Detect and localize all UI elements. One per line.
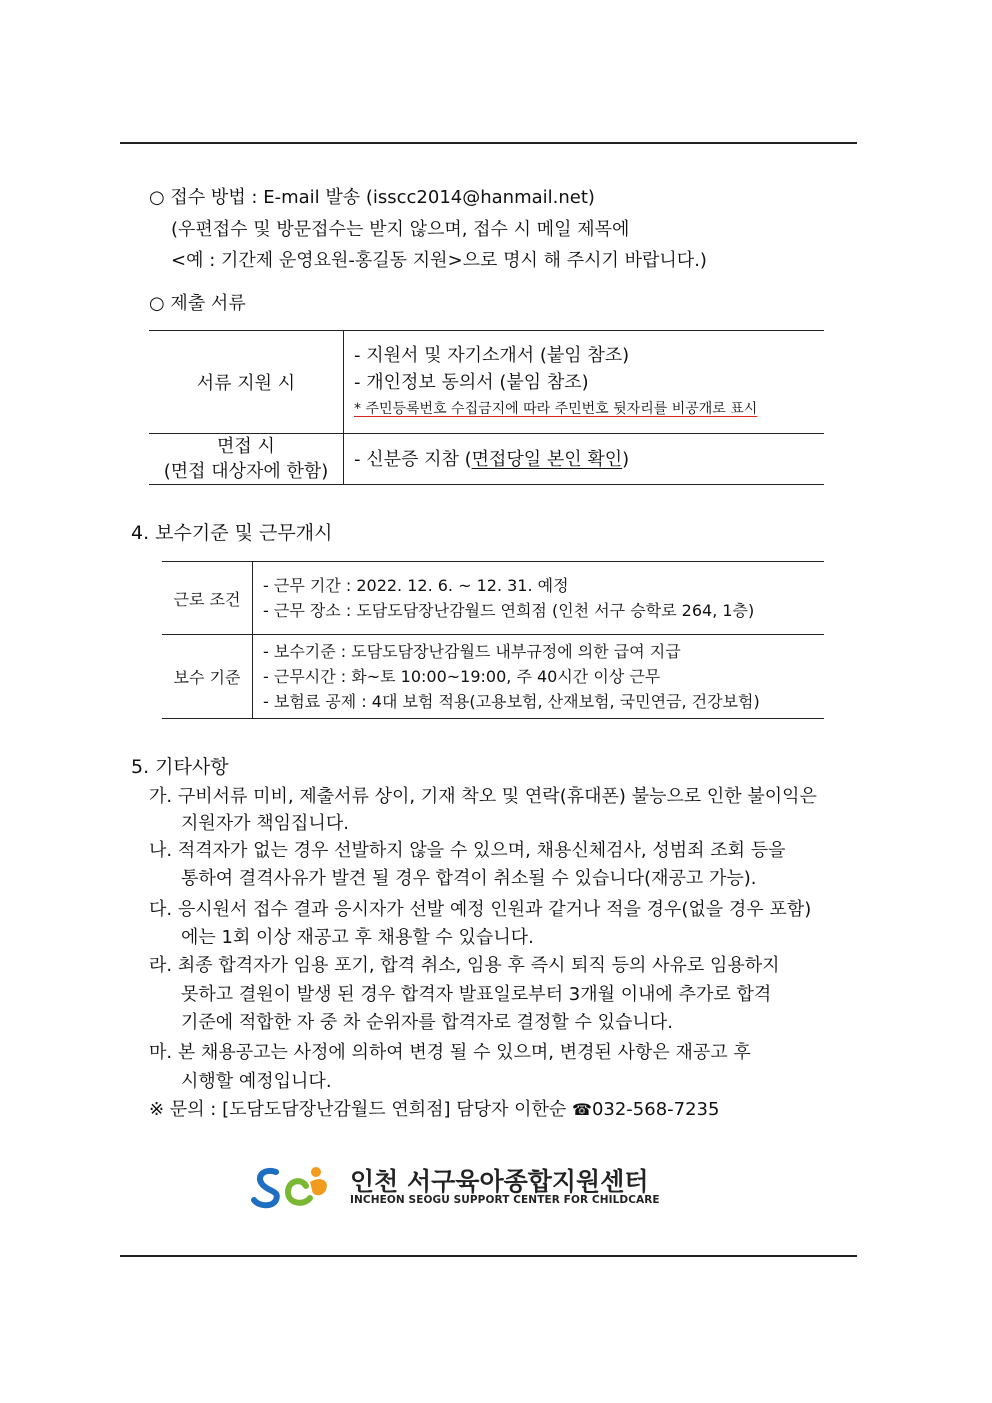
top-rule xyxy=(120,142,857,144)
pay-row-label: 근로 조건 xyxy=(162,562,253,635)
list-item: - 근무 장소 : 도담도담장난감월드 연희점 (인천 서구 승학로 264, 1층) xyxy=(263,601,755,620)
list-item: - 근무 기간 : 2022. 12. 6. ~ 12. 31. 예정 xyxy=(263,576,569,595)
docs-row-content xyxy=(344,434,825,485)
notice-item: 나. 적격자가 없는 경우 선발하지 않을 수 있으며, 채용신체검사, 성범죄 조회 등을 xyxy=(149,840,786,861)
notice-item-cont: 지원자가 책임집니다. xyxy=(181,813,349,834)
sc-logo-mark-icon xyxy=(250,1164,332,1210)
notice-item: 가. 구비서류 미비, 제출서류 상이, 기재 착오 및 연락(휴대폰) 불능으로 인한 불이익은 xyxy=(149,786,817,807)
pay-table xyxy=(162,561,824,719)
notice-item-cont: 기준에 적합한 자 중 차 순위자를 합격자로 결정할 수 있습니다. xyxy=(181,1012,673,1033)
pay-row-content xyxy=(253,562,825,635)
inquiry-line: ※ 문의 : [도담도담장난감월드 연희점] 담당자 이한순 ☎032-568-7235 xyxy=(149,1099,720,1120)
phone-number: 032-568-7235 xyxy=(591,1099,720,1120)
submission-note-1: (우편접수 및 방문접수는 받지 않으며, 접수 시 메일 제목에 xyxy=(171,219,630,240)
org-logo xyxy=(250,1162,660,1212)
list-item: - 지원서 및 자기소개서 (붙임 참조) xyxy=(354,344,630,366)
notice-item-cont: 통하여 결격사유가 발견 될 경우 합격이 취소될 수 있습니다(재공고 가능). xyxy=(181,868,757,889)
notice-item: 다. 응시원서 접수 결과 응시자가 선발 예정 인원과 같거나 적을 경우(없을 경우 포함) xyxy=(149,899,812,920)
resident-number-note: * 주민등록번호 수집금지에 따라 주민번호 뒷자리를 비공개로 표시 xyxy=(354,400,758,417)
section4-heading: 4. 보수기준 및 근무개시 xyxy=(131,522,333,544)
pay-row-label: 보수 기준 xyxy=(162,635,253,719)
table-row xyxy=(162,635,824,719)
notice-item-cont: 에는 1회 이상 재공고 후 채용할 수 있습니다. xyxy=(181,927,534,948)
list-item: - 보수기준 : 도담도담장난감월드 내부규정에 의한 급여 지급 xyxy=(263,642,681,661)
notice-item: 마. 본 채용공고는 사정에 의하여 변경 될 수 있으며, 변경된 사항은 재공고 후 xyxy=(149,1042,751,1063)
logo-subtitle: INCHEON SEOGU SUPPORT CENTER FOR CHILDCARE xyxy=(350,1194,660,1206)
section5-heading: 5. 기타사항 xyxy=(131,756,229,778)
docs-row-label: 면접 시 (면접 대상자에 한함) xyxy=(149,434,344,485)
table-row xyxy=(162,562,824,635)
list-item: - 개인정보 동의서 (붙임 참조) xyxy=(354,371,589,393)
pay-row-content xyxy=(253,635,825,719)
phone-icon: ☎ xyxy=(572,1100,592,1119)
notice-item: 라. 최종 합격자가 임용 포기, 합격 취소, 임용 후 즉시 퇴직 등의 사유로 임용하지 xyxy=(149,955,780,976)
list-item: - 보험료 공제 : 4대 보험 적용(고용보험, 산재보험, 국민연금, 건강보험) xyxy=(263,692,760,711)
bottom-rule xyxy=(120,1255,857,1257)
list-item: - 신분증 지참 (면접당일 본인 확인) xyxy=(354,448,630,470)
submission-note-2: <예 : 기간제 운영요원-홍길동 지원>으로 명시 해 주시기 바랍니다.) xyxy=(171,250,707,271)
logo-name: 인천 서구육아종합지원센터 xyxy=(350,1167,649,1196)
notice-item-cont: 못하고 결원이 발생 된 경우 합격자 발표일로부터 3개월 이내에 추가로 합격 xyxy=(181,984,772,1005)
table-row xyxy=(149,331,824,434)
list-item: - 근무시간 : 화~토 10:00~19:00, 주 40시간 이상 근무 xyxy=(263,667,661,686)
notice-item-cont: 시행할 예정입니다. xyxy=(181,1071,332,1092)
docs-row-label: 서류 지원 시 xyxy=(149,331,344,434)
docs-table xyxy=(149,330,824,485)
docs-row-content xyxy=(344,331,825,434)
table-row xyxy=(149,434,824,485)
docs-label: ○ 제출 서류 xyxy=(149,293,246,314)
submission-method: ○ 접수 방법 : E-mail 발송 (isscc2014@hanmail.net) xyxy=(149,187,595,208)
